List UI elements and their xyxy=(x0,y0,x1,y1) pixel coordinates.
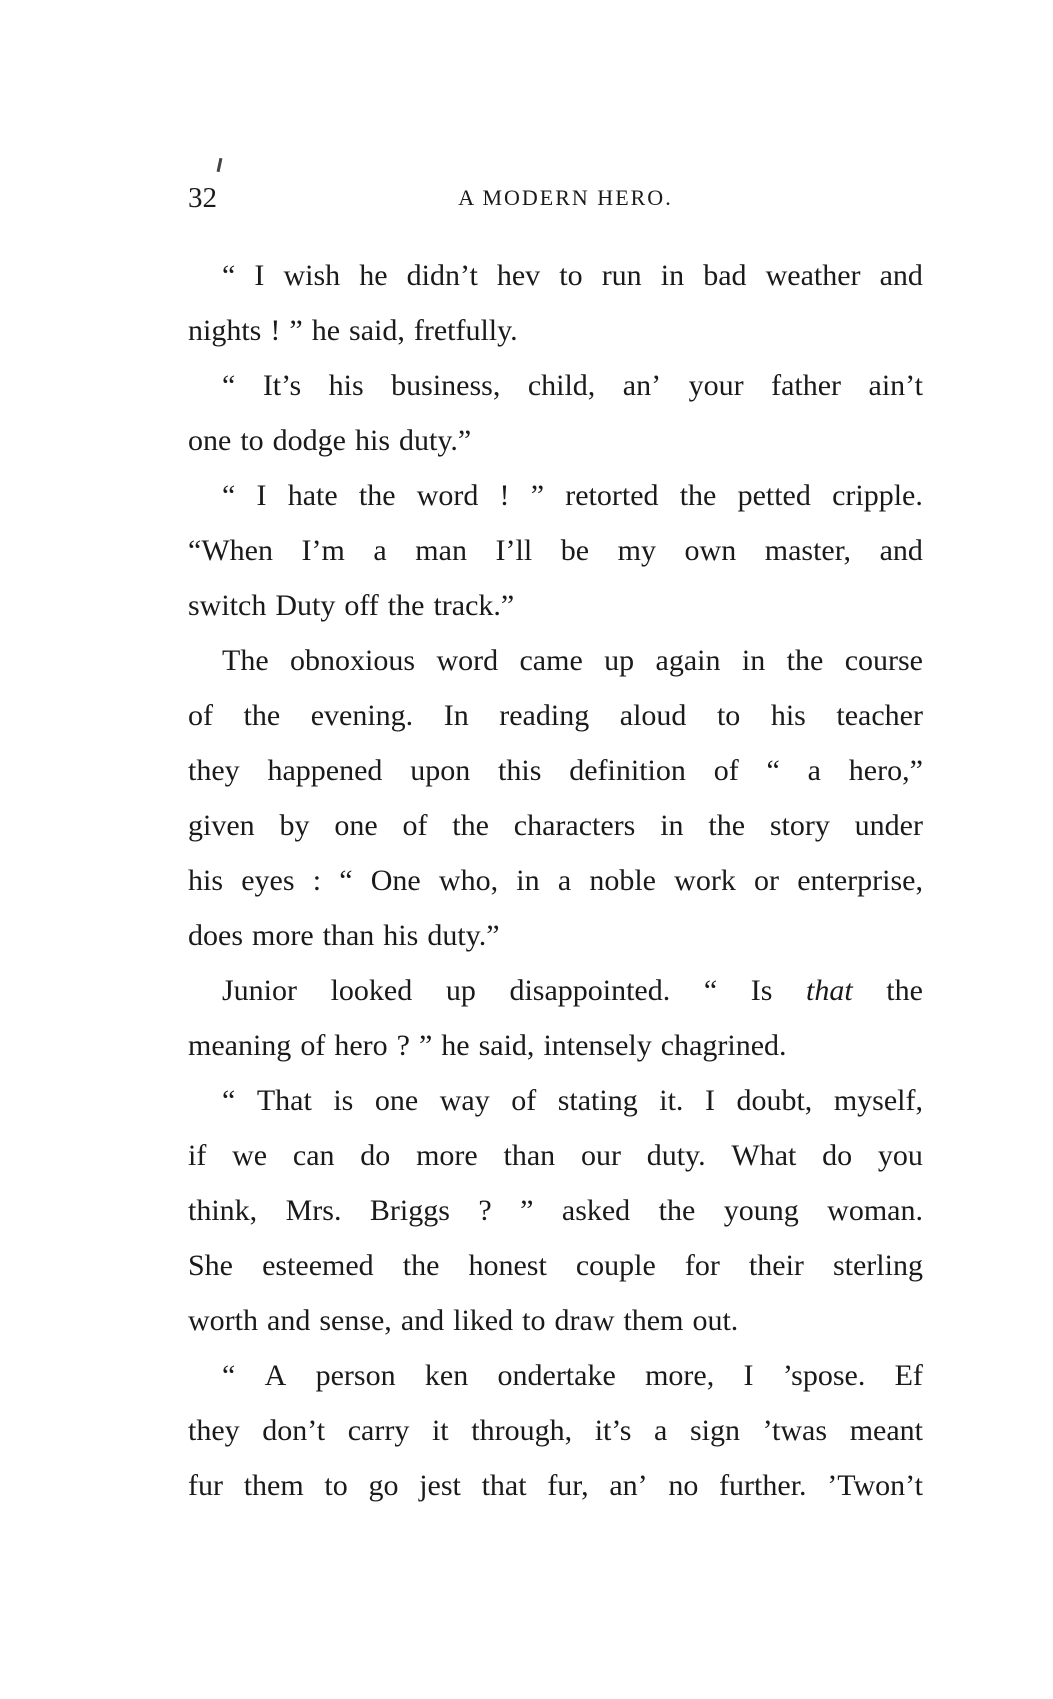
word: Ef xyxy=(894,1359,923,1392)
body-text xyxy=(188,248,923,1513)
word: honest xyxy=(468,1249,547,1282)
word: in xyxy=(660,259,685,292)
word: the xyxy=(358,479,396,512)
text-line xyxy=(188,1403,923,1458)
word: draw xyxy=(554,1304,615,1337)
word: I’ll xyxy=(495,534,533,567)
text-line xyxy=(188,1348,923,1403)
word: ! xyxy=(499,479,510,512)
word: his xyxy=(355,424,391,457)
word: that xyxy=(806,974,853,1007)
word: does xyxy=(188,919,243,952)
word: hero,” xyxy=(848,754,923,787)
word: who, xyxy=(438,864,499,897)
word: One xyxy=(370,864,421,897)
word: came xyxy=(519,644,583,677)
word: I xyxy=(704,1084,715,1117)
word: I’m xyxy=(301,534,345,567)
word: to xyxy=(522,1304,546,1337)
word: more xyxy=(252,919,314,952)
word: in xyxy=(660,809,684,842)
text-line xyxy=(188,1128,923,1183)
text-line xyxy=(188,358,923,413)
word: the xyxy=(708,809,746,842)
word: duty.” xyxy=(399,424,472,457)
word: the xyxy=(387,589,425,622)
word: carry xyxy=(347,1414,410,1447)
word: do xyxy=(822,1139,853,1172)
text-line xyxy=(188,248,923,303)
word: through, xyxy=(471,1414,573,1447)
word: ” xyxy=(418,1029,433,1062)
word: “ xyxy=(766,754,780,787)
text-line xyxy=(188,908,923,963)
word: your xyxy=(688,369,744,402)
word: they xyxy=(188,754,240,787)
word: jest xyxy=(419,1469,461,1502)
word: stating xyxy=(557,1084,638,1117)
word: noble xyxy=(589,864,656,897)
word: do xyxy=(360,1139,391,1172)
word: ’spose. xyxy=(782,1359,866,1392)
word: is xyxy=(333,1084,354,1117)
word: his xyxy=(328,369,364,402)
page-number: 32 xyxy=(188,182,217,214)
word: of xyxy=(713,754,739,787)
word: sense, xyxy=(319,1304,392,1337)
word: and xyxy=(879,259,923,292)
word: “When xyxy=(188,534,273,567)
word: ain’t xyxy=(868,369,923,402)
word: given xyxy=(188,809,255,842)
word: business, xyxy=(391,369,501,402)
word: word xyxy=(436,644,499,677)
word: master, xyxy=(764,534,852,567)
word: a xyxy=(654,1414,668,1447)
word: dodge xyxy=(272,424,346,457)
word: asked xyxy=(561,1194,631,1227)
word: of xyxy=(511,1084,537,1117)
word: to xyxy=(559,259,583,292)
word: he xyxy=(311,314,341,347)
word: and xyxy=(879,534,923,567)
text-line xyxy=(188,578,923,633)
word: the xyxy=(452,809,489,842)
word: person xyxy=(315,1359,396,1392)
ink-mark xyxy=(217,158,223,172)
word: in xyxy=(516,864,540,897)
word: That xyxy=(256,1084,312,1117)
word: ondertake xyxy=(497,1359,616,1392)
text-line xyxy=(188,963,923,1018)
word: meant xyxy=(849,1414,923,1447)
word: worth xyxy=(188,1304,258,1337)
word: It’s xyxy=(262,369,302,402)
word: and xyxy=(267,1304,311,1337)
word: them xyxy=(623,1304,684,1337)
word: Briggs xyxy=(369,1194,450,1227)
word: The xyxy=(222,644,269,677)
word: chagrined. xyxy=(660,1029,787,1062)
word: nights xyxy=(188,314,262,347)
word: Mrs. xyxy=(285,1194,342,1227)
word: petted xyxy=(737,479,811,512)
word: you xyxy=(877,1139,923,1172)
word: hate xyxy=(287,479,338,512)
text-line xyxy=(188,413,923,468)
word: or xyxy=(754,864,780,897)
word: man xyxy=(415,534,467,567)
word: eyes xyxy=(241,864,295,897)
word: their xyxy=(748,1249,804,1282)
word: ’Twon’t xyxy=(827,1469,923,1502)
word: ” xyxy=(520,1194,534,1227)
word: that xyxy=(481,1469,527,1502)
word: disappointed. xyxy=(509,974,671,1007)
word: if xyxy=(188,1139,207,1172)
word: upon xyxy=(410,754,471,787)
word: his xyxy=(383,919,419,952)
text-line xyxy=(188,688,923,743)
word: couple xyxy=(575,1249,656,1282)
word: woman. xyxy=(827,1194,923,1227)
word: fur xyxy=(188,1469,223,1502)
word: cripple. xyxy=(832,479,923,512)
page-header xyxy=(188,178,923,218)
word: more, xyxy=(645,1359,715,1392)
word: I xyxy=(254,259,265,292)
word: happened xyxy=(267,754,383,787)
word: they xyxy=(188,1414,240,1447)
word: in xyxy=(741,644,766,677)
word: Duty xyxy=(275,589,336,622)
word: the xyxy=(886,974,923,1007)
word: didn’t xyxy=(406,259,478,292)
word: ? xyxy=(396,1029,410,1062)
word: more xyxy=(416,1139,478,1172)
word: ken xyxy=(424,1359,469,1392)
word: than xyxy=(322,919,375,952)
word: “ xyxy=(222,479,236,512)
word: ” xyxy=(530,479,545,512)
word: a xyxy=(807,754,821,787)
word: “ xyxy=(222,259,236,292)
word: ’twas xyxy=(762,1414,828,1447)
word: hero xyxy=(334,1029,388,1062)
word: sterling xyxy=(832,1249,923,1282)
word: a xyxy=(557,864,572,897)
word: “ xyxy=(703,974,718,1007)
word: I xyxy=(256,479,267,512)
word: What xyxy=(731,1139,797,1172)
word: the xyxy=(679,479,717,512)
word: obnoxious xyxy=(290,644,416,677)
word: meaning xyxy=(188,1029,292,1062)
word: definition xyxy=(569,754,686,787)
word: duty. xyxy=(646,1139,706,1172)
word: don’t xyxy=(262,1414,326,1447)
word: track.” xyxy=(433,589,515,622)
word: one xyxy=(374,1084,419,1117)
running-head: A MODERN HERO. xyxy=(458,185,673,210)
word: aloud xyxy=(619,699,687,732)
word: it. xyxy=(659,1084,684,1117)
word: own xyxy=(684,534,737,567)
word: for xyxy=(684,1249,720,1282)
word: Is xyxy=(750,974,773,1007)
word: an’ xyxy=(622,369,662,402)
word: off xyxy=(344,589,379,622)
word: liked xyxy=(453,1304,514,1337)
word: to xyxy=(240,424,264,457)
word: work xyxy=(674,864,736,897)
text-line xyxy=(188,1458,923,1513)
word: Junior xyxy=(222,974,297,1007)
word: to xyxy=(324,1469,348,1502)
text-line xyxy=(188,1018,923,1073)
word: than xyxy=(503,1139,556,1172)
word: said, xyxy=(349,314,405,347)
word: my xyxy=(617,534,656,567)
text-line xyxy=(188,853,923,908)
word: In xyxy=(443,699,469,732)
word: he xyxy=(441,1029,470,1062)
word: by xyxy=(279,809,310,842)
word: the xyxy=(243,699,281,732)
word: up xyxy=(604,644,635,677)
text-line xyxy=(188,523,923,578)
word: “ xyxy=(222,1359,236,1392)
word: retorted xyxy=(565,479,659,512)
word: myself, xyxy=(833,1084,923,1117)
word: our xyxy=(580,1139,621,1172)
word: them xyxy=(243,1469,304,1502)
word: “ xyxy=(222,369,236,402)
word: characters xyxy=(513,809,636,842)
word: we xyxy=(232,1139,268,1172)
word: wish xyxy=(283,259,341,292)
word: A xyxy=(264,1359,287,1392)
word: up xyxy=(445,974,476,1007)
word: young xyxy=(723,1194,799,1227)
word: fur, xyxy=(547,1469,589,1502)
word: further. xyxy=(719,1469,807,1502)
word: under xyxy=(854,809,923,842)
word: a xyxy=(373,534,387,567)
text-line xyxy=(188,303,923,358)
word: evening. xyxy=(310,699,414,732)
word: again xyxy=(655,644,721,677)
word: father xyxy=(771,369,842,402)
word: “ xyxy=(339,864,353,897)
word: can xyxy=(292,1139,335,1172)
word: ? xyxy=(478,1194,492,1227)
word: of xyxy=(188,699,213,732)
text-line xyxy=(188,1238,923,1293)
text-line xyxy=(188,1293,923,1348)
word: of xyxy=(402,809,428,842)
word: esteemed xyxy=(262,1249,374,1282)
word: bad xyxy=(703,259,747,292)
word: She xyxy=(188,1249,233,1282)
text-line xyxy=(188,743,923,798)
text-line xyxy=(188,633,923,688)
word: enterprise, xyxy=(797,864,923,897)
word: looked xyxy=(330,974,413,1007)
word: ! xyxy=(270,314,281,347)
word: it xyxy=(431,1414,449,1447)
word: duty.” xyxy=(427,919,500,952)
word: it’s xyxy=(594,1414,632,1447)
word: story xyxy=(769,809,830,842)
word: think, xyxy=(188,1194,258,1227)
word: course xyxy=(844,644,923,677)
word: of xyxy=(300,1029,326,1062)
word: go xyxy=(368,1469,399,1502)
word: and xyxy=(400,1304,445,1337)
word: hev xyxy=(496,259,541,292)
word: his xyxy=(188,864,224,897)
text-line xyxy=(188,1183,923,1238)
word: teacher xyxy=(836,699,923,732)
word: way xyxy=(439,1084,490,1117)
word: be xyxy=(560,534,590,567)
word: weather xyxy=(765,259,861,292)
word: reading xyxy=(499,699,590,732)
word: one xyxy=(334,809,378,842)
word: run xyxy=(601,259,642,292)
word: intensely xyxy=(543,1029,652,1062)
word: his xyxy=(770,699,806,732)
word: no xyxy=(668,1469,699,1502)
word: fretfully. xyxy=(413,314,518,347)
word: I xyxy=(743,1359,754,1392)
word: : xyxy=(312,864,322,897)
text-line xyxy=(188,1073,923,1128)
word: the xyxy=(658,1194,696,1227)
word: word xyxy=(416,479,479,512)
word: “ xyxy=(222,1084,236,1117)
text-line xyxy=(188,798,923,853)
word: doubt, xyxy=(736,1084,813,1117)
word: the xyxy=(786,644,824,677)
word: this xyxy=(498,754,542,787)
word: sign xyxy=(689,1414,740,1447)
word: out. xyxy=(692,1304,739,1337)
word: child, xyxy=(527,369,596,402)
word: he xyxy=(359,259,388,292)
word: the xyxy=(402,1249,440,1282)
word: ” xyxy=(289,314,303,347)
word: switch xyxy=(188,589,267,622)
text-line xyxy=(188,468,923,523)
word: one xyxy=(188,424,232,457)
word: an’ xyxy=(609,1469,648,1502)
word: to xyxy=(716,699,741,732)
word: said, xyxy=(478,1029,535,1062)
